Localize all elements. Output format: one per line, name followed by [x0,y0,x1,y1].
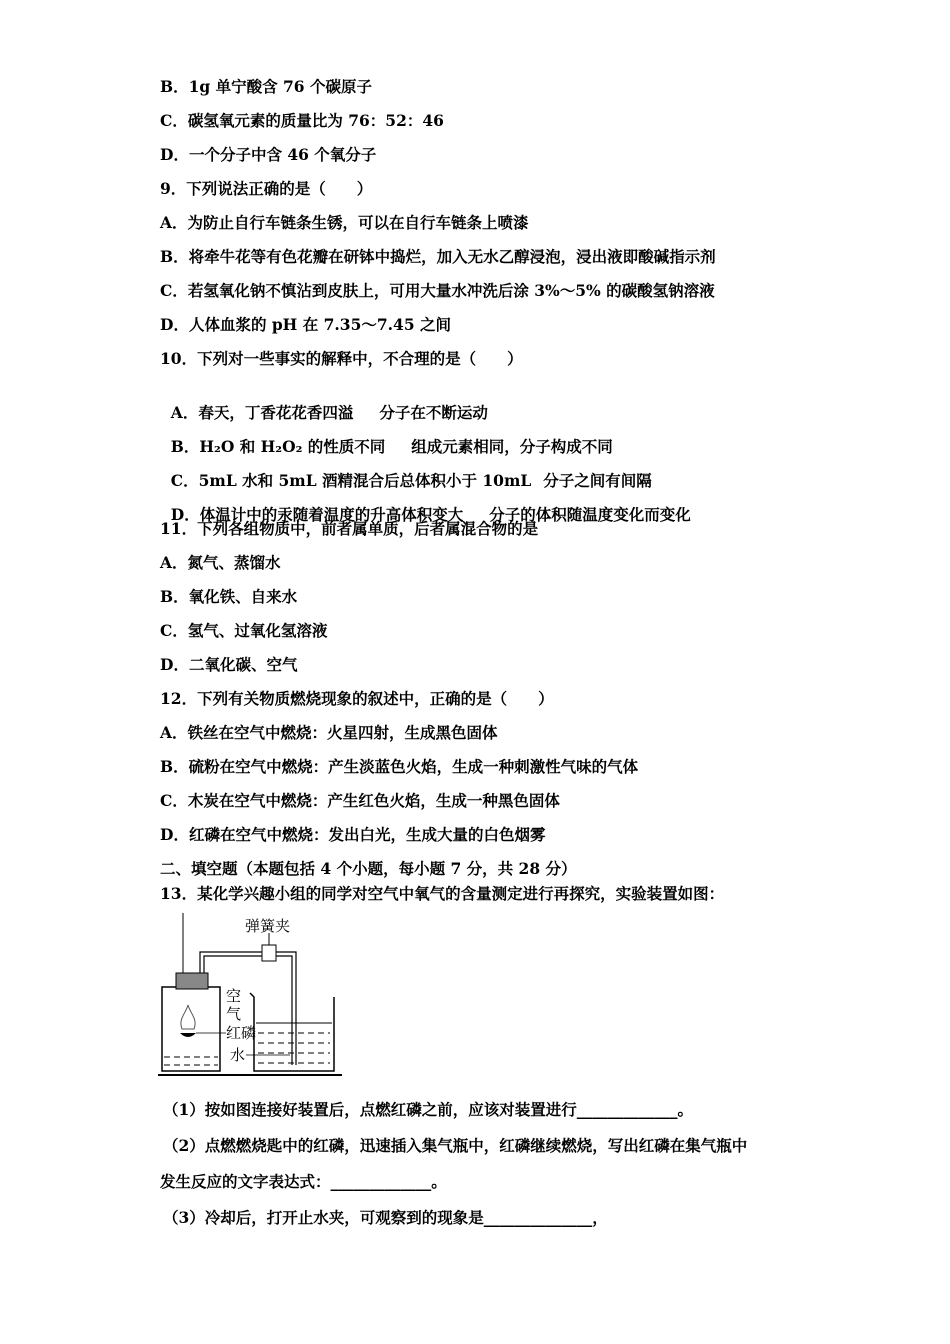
question-13-part-3: （3）冷却后，打开止水夹，可观察到的现象是______________， [163,1208,608,1227]
option-9c: C．若氢氧化钠不慎沾到皮肤上，可用大量水冲洗后涂 3%～5% 的碳酸氢钠溶液 [160,281,715,300]
option-10b-fact: H₂O 和 H₂O₂ 的性质不同 [199,437,386,456]
glass-tube [200,952,296,1065]
option-10c-explanation: 分子之间有间隔 [543,471,652,490]
option-8b: B．1g 单宁酸含 76 个碳原子 [160,77,372,96]
option-10b-explanation: 组成元素相同，分子构成不同 [411,437,613,456]
option-12c: C．木炭在空气中燃烧：产生红色火焰，生成一种黑色固体 [160,791,560,810]
option-9d: D．人体血浆的 pH 在 7.35～7.45 之间 [160,315,452,334]
option-9b: B．将牵牛花等有色花瓣在研钵中捣烂，加入无水乙醇浸泡，浸出液即酸碱指示剂 [160,247,716,266]
question-10: 10．下列对一些事实的解释中，不合理的是（ ） [160,349,523,368]
phosphorus-label: 红磷 [226,1024,257,1042]
option-12b: B．硫粉在空气中燃烧：产生淡蓝色火焰，生成一种刺激性气味的气体 [160,757,639,776]
air-label-2: 气 [226,1005,242,1023]
glass-tube-inner [204,956,292,1065]
option-10a-fact: A．春天，丁香花花香四溢 [170,403,354,422]
option-10d-explanation: 分子的体积随温度变化而变化 [489,505,691,524]
section-heading-fill-in: 二、填空题（本题包括 4 个小题，每小题 7 分，共 28 分） [160,859,577,878]
option-11b: B．氧化铁、自来水 [160,587,298,606]
option-8c: C．碳氢氧元素的质量比为 76：52：46 [160,111,444,130]
option-9a: A．为防止自行车链条生锈，可以在自行车链条上喷漆 [160,213,529,232]
option-11a: A．氮气、蒸馏水 [160,553,281,572]
question-12: 12．下列有关物质燃烧现象的叙述中，正确的是（ ） [160,689,554,708]
question-9: 9．下列说法正确的是（ ） [160,179,373,198]
option-8d: D．一个分子中含 46 个氧分子 [160,145,377,164]
question-13-part-2-cont: 发生反应的文字表达式：_____________。 [160,1172,447,1191]
option-11c: C．氢气、过氧化氢溶液 [160,621,328,640]
combustion-spoon [180,1033,196,1037]
question-13: 13．某化学兴趣小组的同学对空气中氧气的含量测定进行再探究，实验装置如图： [160,884,725,903]
water-label: 水 [230,1046,246,1064]
air-label-1: 空 [226,987,242,1005]
option-11d: D．二氧化碳、空气 [160,655,298,674]
stopper [176,973,208,989]
option-12d: D．红磷在空气中燃烧：发出白光，生成大量的白色烟雾 [160,825,546,844]
option-10a-explanation: 分子在不断运动 [379,403,488,422]
spring-clamp [262,945,276,961]
option-10b-letter: B． [170,437,200,456]
question-13-part-1: （1）按如图连接好装置后，点燃红磷之前，应该对装置进行_____________。 [163,1100,694,1119]
question-11: 11．下列各组物质中，前者属单质，后者属混合物的是 [160,519,539,538]
option-12a: A．铁丝在空气中燃烧：火星四射，生成黑色固体 [160,723,498,742]
question-13-part-2: （2）点燃燃烧匙中的红磷，迅速插入集气瓶中，红磷继续燃烧，写出红磷在集气瓶中 [163,1136,748,1155]
option-10d-fact: D．体温计中的汞随着温度的升高体积变大 [170,505,464,524]
clamp-label: 弹簧夹 [245,917,291,935]
flame [181,1005,195,1029]
experiment-apparatus-figure [150,905,350,1085]
option-10c-fact: C．5mL 水和 5mL 酒精混合后总体积小于 10mL [170,471,532,490]
